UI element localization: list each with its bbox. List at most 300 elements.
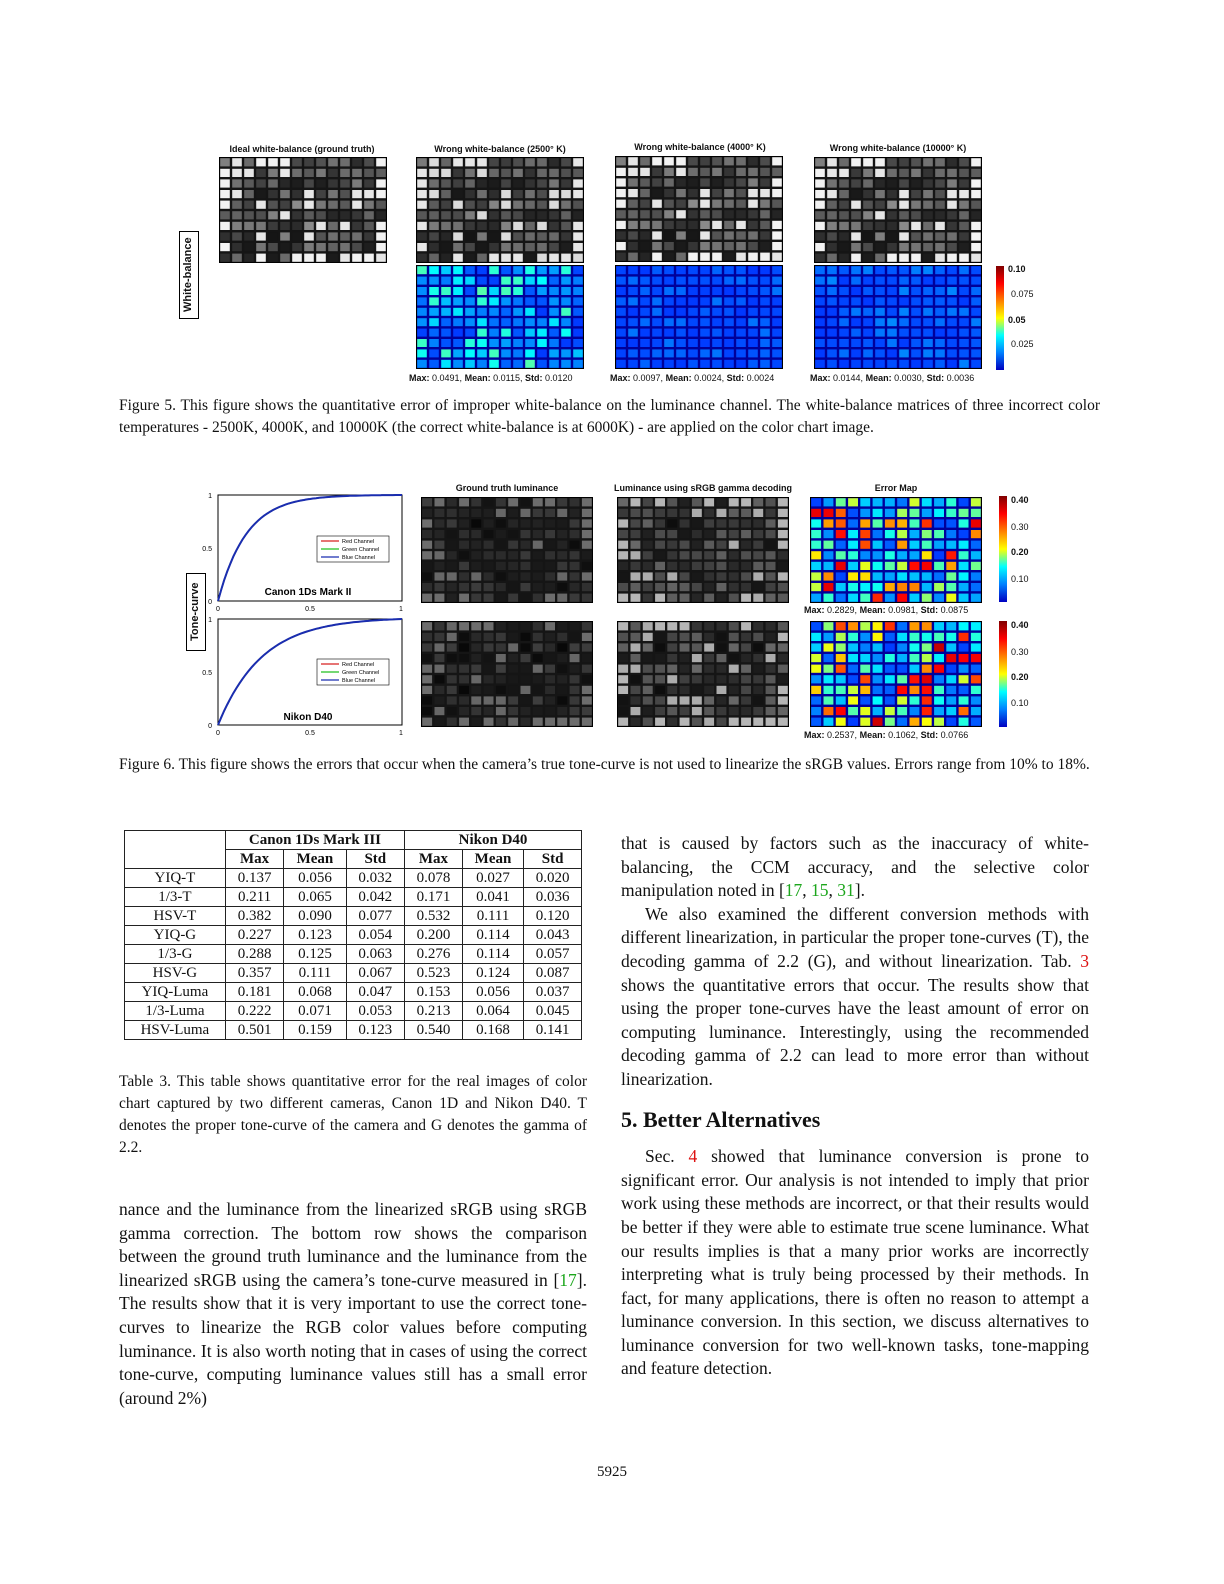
chart-cell	[640, 287, 650, 295]
chart-cell	[848, 519, 858, 527]
chart-cell	[557, 509, 567, 517]
chart-cell	[934, 594, 944, 602]
chart-cell	[628, 231, 638, 239]
chart-cell	[753, 654, 763, 662]
chart-cell	[582, 654, 592, 662]
chart-cell	[513, 297, 523, 305]
chart-cell	[628, 308, 638, 316]
chart-cell	[422, 696, 432, 704]
chart-cell	[521, 562, 531, 570]
chart-cell	[851, 232, 861, 240]
chart-cell	[700, 297, 710, 305]
chart-cell	[863, 297, 873, 305]
chart-cell	[417, 360, 427, 368]
chart-cell	[465, 287, 475, 295]
chart-cell	[489, 308, 499, 316]
chart-cell	[441, 190, 451, 198]
chart-cell	[220, 232, 230, 240]
chart-cell	[760, 349, 770, 357]
chart-cell	[704, 622, 714, 630]
chart-cell	[700, 221, 710, 229]
chart-cell	[537, 169, 547, 177]
chart-cell	[827, 266, 837, 274]
chart-cell	[244, 232, 254, 240]
right-paragraph-3: Sec. 4 showed that luminance conversion is prone to significant error. Our analysis is not intended to imply that prior work using these methods are incorrect, or that their results would be better if they were able to estimate true scene luminance. What our results implies is that a many prior works are incorrectly interpreting what is truly being processed by their methods. In fact, for many applications, there is often no reason to attempt a luminance conversion. In this section, we discuss alternatives to luminance conversion for two well-known tasks, tone-mapping and feature detection.	[621, 1146, 1089, 1379]
chart-cell	[712, 231, 722, 239]
chart-cell	[851, 222, 861, 230]
chart-cell	[724, 297, 734, 305]
chart-cell	[422, 707, 432, 715]
chart-cell	[911, 190, 921, 198]
table-col-header: Mean	[284, 850, 346, 869]
chart-cell	[875, 318, 885, 326]
chart-cell	[851, 169, 861, 177]
chart-cell	[304, 158, 314, 166]
chart-cell	[232, 179, 242, 187]
fig5-chart-ideal	[219, 157, 387, 263]
citation-link[interactable]: 15	[811, 880, 829, 901]
chart-cell	[435, 718, 445, 726]
chart-cell	[712, 308, 722, 316]
fig5-cb-tick: 0.075	[1011, 289, 1034, 299]
chart-cell	[827, 329, 837, 337]
chart-cell	[465, 266, 475, 274]
chart-cell	[875, 222, 885, 230]
chart-cell	[887, 243, 897, 251]
chart-cell	[712, 200, 722, 208]
chart-cell	[521, 551, 531, 559]
chart-cell	[256, 158, 266, 166]
chart-cell	[935, 266, 945, 274]
chart-cell	[525, 201, 535, 209]
chart-cell	[836, 530, 846, 538]
chart-cell	[655, 509, 665, 517]
chart-cell	[910, 551, 920, 559]
chart-cell	[778, 633, 788, 641]
chart-cell	[422, 541, 432, 549]
chart-cell	[616, 210, 626, 218]
chart-cell	[655, 519, 665, 527]
chart-cell	[922, 519, 932, 527]
chart-cell	[268, 222, 278, 230]
chart-cell	[533, 541, 543, 549]
chart-cell	[839, 158, 849, 166]
chart-cell	[628, 360, 638, 368]
chart-cell	[465, 179, 475, 187]
chart-cell	[815, 179, 825, 187]
citation-link[interactable]: 17	[559, 1269, 577, 1290]
chart-cell	[220, 179, 230, 187]
fig6-title-srgb: Luminance using sRGB gamma decoding	[613, 483, 793, 493]
chart-cell	[643, 707, 653, 715]
chart-cell	[959, 179, 969, 187]
chart-cell	[778, 530, 788, 538]
chart-cell	[484, 643, 494, 651]
chart-cell	[459, 686, 469, 694]
chart-cell	[640, 253, 650, 261]
chart-cell	[934, 654, 944, 662]
chart-cell	[848, 622, 858, 630]
chart-cell	[570, 665, 580, 673]
chart-cell	[887, 266, 897, 274]
chart-cell	[848, 583, 858, 591]
chart-cell	[549, 169, 559, 177]
chart-cell	[897, 562, 907, 570]
chart-cell	[724, 349, 734, 357]
chart-cell	[376, 169, 386, 177]
chart-cell	[827, 232, 837, 240]
chart-cell	[760, 200, 770, 208]
chart-cell	[631, 572, 641, 580]
chart-cell	[910, 643, 920, 651]
chart-cell	[471, 675, 481, 683]
chart-cell	[435, 622, 445, 630]
chart-cell	[441, 254, 451, 262]
chart-cell	[887, 232, 897, 240]
chart-cell	[618, 509, 628, 517]
citation-link[interactable]: 31	[837, 880, 855, 901]
chart-cell	[316, 158, 326, 166]
chart-cell	[778, 686, 788, 694]
chart-cell	[292, 179, 302, 187]
chart-cell	[922, 707, 932, 715]
chart-cell	[631, 707, 641, 715]
chart-cell	[680, 519, 690, 527]
chart-cell	[885, 541, 895, 549]
chart-cell	[643, 675, 653, 683]
chart-cell	[513, 349, 523, 357]
chart-cell	[923, 201, 933, 209]
chart-cell	[220, 254, 230, 262]
chart-cell	[911, 211, 921, 219]
chart-cell	[688, 242, 698, 250]
chart-cell	[508, 665, 518, 673]
chart-cell	[717, 509, 727, 517]
citation-link[interactable]: 17	[784, 880, 803, 901]
chart-cell	[655, 551, 665, 559]
chart-cell	[724, 266, 734, 274]
chart-cell	[429, 266, 439, 274]
chart-cell	[935, 287, 945, 295]
chart-cell	[824, 707, 834, 715]
chart-cell	[680, 686, 690, 694]
chart-cell	[848, 551, 858, 559]
fig6-stats-nikon: Max: 0.2537, Mean: 0.1062, Std: 0.0766	[804, 730, 969, 740]
chart-cell	[417, 308, 427, 316]
chart-cell	[688, 287, 698, 295]
table-row: 1/3-Luma 0.222 0.071 0.053 0.213 0.064 0.045	[125, 1002, 582, 1021]
chart-cell	[887, 201, 897, 209]
chart-cell	[643, 551, 653, 559]
chart-cell	[280, 158, 290, 166]
chart-cell	[447, 686, 457, 694]
chart-cell	[680, 583, 690, 591]
chart-cell	[897, 675, 907, 683]
chart-cell	[618, 696, 628, 704]
chart-cell	[453, 232, 463, 240]
chart-cell	[848, 594, 858, 602]
chart-cell	[628, 318, 638, 326]
chart-cell	[557, 562, 567, 570]
chart-cell	[652, 277, 662, 285]
chart-cell	[652, 287, 662, 295]
chart-cell	[643, 572, 653, 580]
chart-cell	[643, 498, 653, 506]
chart-cell	[760, 210, 770, 218]
chart-cell	[753, 562, 763, 570]
chart-cell	[736, 287, 746, 295]
chart-cell	[680, 509, 690, 517]
chart-cell	[628, 329, 638, 337]
chart-cell	[304, 232, 314, 240]
chart-cell	[824, 654, 834, 662]
chart-cell	[676, 349, 686, 357]
chart-cell	[477, 266, 487, 274]
chart-cell	[748, 297, 758, 305]
chart-cell	[875, 169, 885, 177]
chart-cell	[766, 622, 776, 630]
chart-cell	[545, 718, 555, 726]
chart-cell	[545, 594, 555, 602]
chart-cell	[851, 308, 861, 316]
chart-cell	[244, 211, 254, 219]
chart-cell	[573, 360, 583, 368]
chart-cell	[435, 665, 445, 673]
chart-cell	[640, 360, 650, 368]
chart-cell	[447, 562, 457, 570]
table-ref-link[interactable]: 3	[1080, 950, 1089, 971]
chart-cell	[947, 232, 957, 240]
chart-cell	[922, 572, 932, 580]
chart-cell	[946, 530, 956, 538]
chart-cell	[525, 190, 535, 198]
chart-cell	[429, 287, 439, 295]
chart-cell	[741, 541, 751, 549]
chart-cell	[863, 349, 873, 357]
chart-cell	[899, 349, 909, 357]
chart-cell	[717, 643, 727, 651]
chart-cell	[772, 189, 782, 197]
chart-cell	[704, 562, 714, 570]
chart-cell	[910, 594, 920, 602]
chart-cell	[435, 562, 445, 570]
chart-cell	[729, 562, 739, 570]
chart-cell	[885, 665, 895, 673]
chart-cell	[268, 169, 278, 177]
chart-cell	[824, 594, 834, 602]
chart-cell	[724, 200, 734, 208]
chart-cell	[340, 201, 350, 209]
chart-cell	[631, 654, 641, 662]
chart-cell	[364, 211, 374, 219]
chart-cell	[839, 201, 849, 209]
chart-cell	[655, 562, 665, 570]
fig5-title-ideal: Ideal white-balance (ground truth)	[229, 144, 375, 154]
chart-cell	[766, 509, 776, 517]
chart-cell	[897, 572, 907, 580]
chart-cell	[465, 169, 475, 177]
chart-cell	[447, 622, 457, 630]
fig5-cb-tick: 0.025	[1011, 339, 1034, 349]
chart-cell	[899, 308, 909, 316]
chart-cell	[561, 360, 571, 368]
chart-cell	[582, 509, 592, 517]
fig6-cb-tick: 0.10	[1011, 574, 1029, 584]
chart-cell	[304, 201, 314, 209]
chart-cell	[811, 530, 821, 538]
chart-cell	[652, 231, 662, 239]
chart-cell	[971, 622, 981, 630]
chart-cell	[292, 158, 302, 166]
chart-cell	[453, 287, 463, 295]
chart-cell	[465, 318, 475, 326]
chart-cell	[545, 633, 555, 641]
chart-cell	[232, 158, 242, 166]
chart-cell	[959, 201, 969, 209]
chart-cell	[772, 178, 782, 186]
chart-cell	[815, 158, 825, 166]
chart-cell	[772, 242, 782, 250]
chart-cell	[897, 551, 907, 559]
chart-cell	[729, 622, 739, 630]
chart-cell	[570, 643, 580, 651]
chart-cell	[947, 360, 957, 368]
chart-cell	[692, 551, 702, 559]
chart-cell	[557, 707, 567, 715]
chart-cell	[232, 254, 242, 262]
chart-cell	[712, 210, 722, 218]
chart-cell	[652, 168, 662, 176]
chart-cell	[760, 168, 770, 176]
fig5-cb-tick: 0.10	[1008, 264, 1026, 274]
chart-cell	[640, 189, 650, 197]
section-ref-link[interactable]: 4	[688, 1146, 698, 1167]
chart-cell	[280, 169, 290, 177]
chart-cell	[352, 179, 362, 187]
chart-cell	[700, 308, 710, 316]
chart-cell	[851, 243, 861, 251]
chart-cell	[521, 498, 531, 506]
chart-cell	[447, 572, 457, 580]
chart-cell	[616, 349, 626, 357]
chart-cell	[911, 243, 921, 251]
chart-cell	[582, 686, 592, 694]
chart-cell	[836, 696, 846, 704]
chart-cell	[484, 665, 494, 673]
chart-cell	[824, 562, 834, 570]
chart-cell	[676, 308, 686, 316]
chart-cell	[484, 498, 494, 506]
chart-cell	[911, 360, 921, 368]
chart-cell	[887, 349, 897, 357]
chart-cell	[422, 643, 432, 651]
chart-cell	[922, 665, 932, 673]
chart-cell	[570, 551, 580, 559]
chart-cell	[923, 318, 933, 326]
chart-cell	[459, 707, 469, 715]
chart-cell	[911, 158, 921, 166]
table-col-header: Std	[524, 850, 582, 869]
chart-cell	[766, 562, 776, 570]
chart-cell	[447, 498, 457, 506]
chart-cell	[971, 530, 981, 538]
chart-cell	[887, 339, 897, 347]
chart-cell	[824, 622, 834, 630]
chart-cell	[664, 349, 674, 357]
chart-cell	[923, 266, 933, 274]
chart-cell	[652, 349, 662, 357]
chart-cell	[753, 530, 763, 538]
chart-cell	[934, 562, 944, 570]
chart-cell	[748, 266, 758, 274]
chart-cell	[766, 633, 776, 641]
chart-cell	[664, 221, 674, 229]
chart-cell	[545, 675, 555, 683]
chart-cell	[815, 277, 825, 285]
chart-cell	[724, 178, 734, 186]
chart-cell	[760, 308, 770, 316]
fig5-error-10000	[814, 265, 982, 369]
chart-cell	[839, 266, 849, 274]
chart-cell	[704, 509, 714, 517]
chart-cell	[778, 519, 788, 527]
chart-cell	[824, 530, 834, 538]
chart-cell	[887, 254, 897, 262]
chart-cell	[422, 622, 432, 630]
chart-cell	[934, 718, 944, 726]
chart-cell	[860, 551, 870, 559]
chart-cell	[910, 530, 920, 538]
chart-cell	[557, 572, 567, 580]
chart-cell	[897, 696, 907, 704]
plot-camera-label: Canon 1Ds Mark II	[264, 587, 352, 598]
chart-cell	[717, 654, 727, 662]
chart-cell	[935, 201, 945, 209]
chart-cell	[910, 718, 920, 726]
chart-cell	[688, 221, 698, 229]
chart-cell	[899, 318, 909, 326]
fig5-chart-4000	[615, 156, 783, 262]
chart-cell	[827, 360, 837, 368]
chart-cell	[618, 594, 628, 602]
chart-cell	[655, 530, 665, 538]
chart-cell	[459, 718, 469, 726]
chart-cell	[824, 686, 834, 694]
chart-cell	[417, 318, 427, 326]
chart-cell	[692, 643, 702, 651]
chart-cell	[316, 201, 326, 209]
chart-cell	[885, 562, 895, 570]
chart-cell	[760, 266, 770, 274]
chart-cell	[496, 551, 506, 559]
chart-cell	[839, 318, 849, 326]
chart-cell	[899, 232, 909, 240]
table-col-header: Max	[405, 850, 463, 869]
chart-cell	[934, 530, 944, 538]
chart-cell	[700, 253, 710, 261]
chart-cell	[848, 707, 858, 715]
chart-cell	[897, 707, 907, 715]
chart-cell	[304, 169, 314, 177]
chart-cell	[667, 686, 677, 694]
chart-cell	[946, 583, 956, 591]
ytick-label: 1	[208, 617, 212, 624]
chart-cell	[549, 266, 559, 274]
chart-cell	[441, 169, 451, 177]
chart-cell	[811, 562, 821, 570]
chart-cell	[851, 349, 861, 357]
chart-cell	[860, 594, 870, 602]
